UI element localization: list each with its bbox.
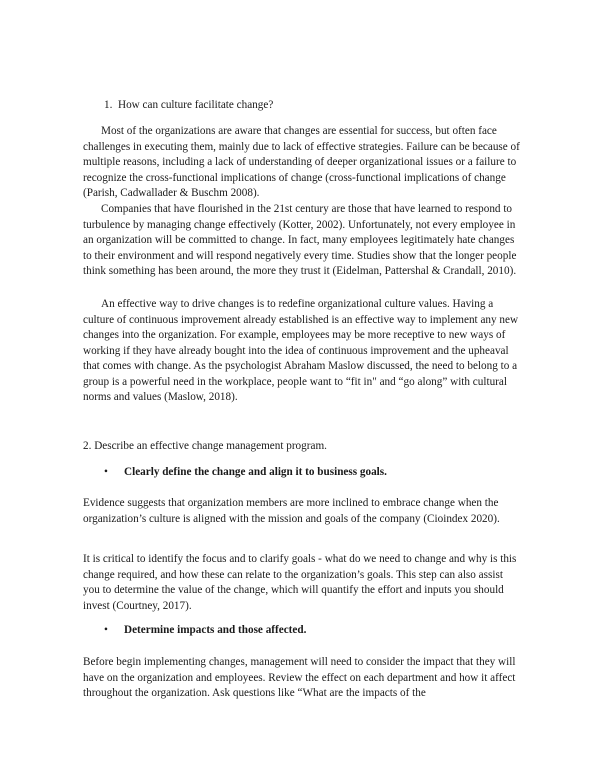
bullet-item-define-change <box>104 465 387 481</box>
bullet-icon: • <box>104 624 108 636</box>
question-2-heading: 2. Describe an effective change management program. <box>83 440 327 452</box>
bullet-item-determine-impacts <box>104 623 306 639</box>
bullet-text: Clearly define the change and align it to business goals. <box>124 466 387 478</box>
question-1-number: 1. <box>104 99 113 111</box>
paragraph-4: Evidence suggests that organization members are more inclined to embrace change when the organization’s culture is aligned with the mission and goals of the company (Cioindex 2020). <box>83 497 500 525</box>
question-1-heading <box>104 98 542 114</box>
question-1-text: How can culture facilitate change? <box>118 99 274 111</box>
paragraph-3: An effective way to drive changes is to redefine organizational culture values. Having a culture of continuous improvement already established is an effective way to implement any new changes into the organization. For example, employees may be more receptive to new ways of working if they have already bought into the idea of continuous improvement and the upheaval that comes with change. As the psychologist Abraham Maslow discussed, the need to belong to a group is a powerful need in the workplace, people want to “fit in" and “go along” with cultural norms and values (Maslow, 2018). <box>83 298 519 403</box>
paragraph-5: It is critical to identify the focus and to clarify goals - what do we need to change and why is this change required, and how these can relate to the organization’s goals. This step can also assist you to determine the value of the change, which will quantify the effort and inputs you should invest (Courtney, 2017). <box>83 553 517 612</box>
bullet-icon: • <box>104 466 108 478</box>
paragraph-1: Most of the organizations are aware that changes are essential for success, but often face challenges in executing them, mainly due to lack of effective strategies. Failure can be because of multiple reasons, including a lack of understanding of deeper organizational issues or a failure to recognize the cross-functional implications of change (cross-functional implications of change (Parish, Cadwallader & Buschm 2008). <box>83 125 520 199</box>
bullet-text: Determine impacts and those affected. <box>124 624 307 636</box>
paragraph-2: Companies that have flourished in the 21st century are those that have learned to respond to turbulence by managing change effectively (Kotter, 2002). Unfortunately, not every employee in an organization will be committed to change. In fact, many employees legitimately hate changes to their environment and will respond negatively every time. Studies show that the longer people think something has been around, the more they trust it (Eidelman, Pattershal & Crandall, 2010). <box>83 203 517 277</box>
paragraph-6: Before begin implementing changes, management will need to consider the impact that they will have on the organization and employees. Review the effect on each department and how it affect throughout the organization. Ask questions like “What are the impacts of the <box>83 656 516 699</box>
